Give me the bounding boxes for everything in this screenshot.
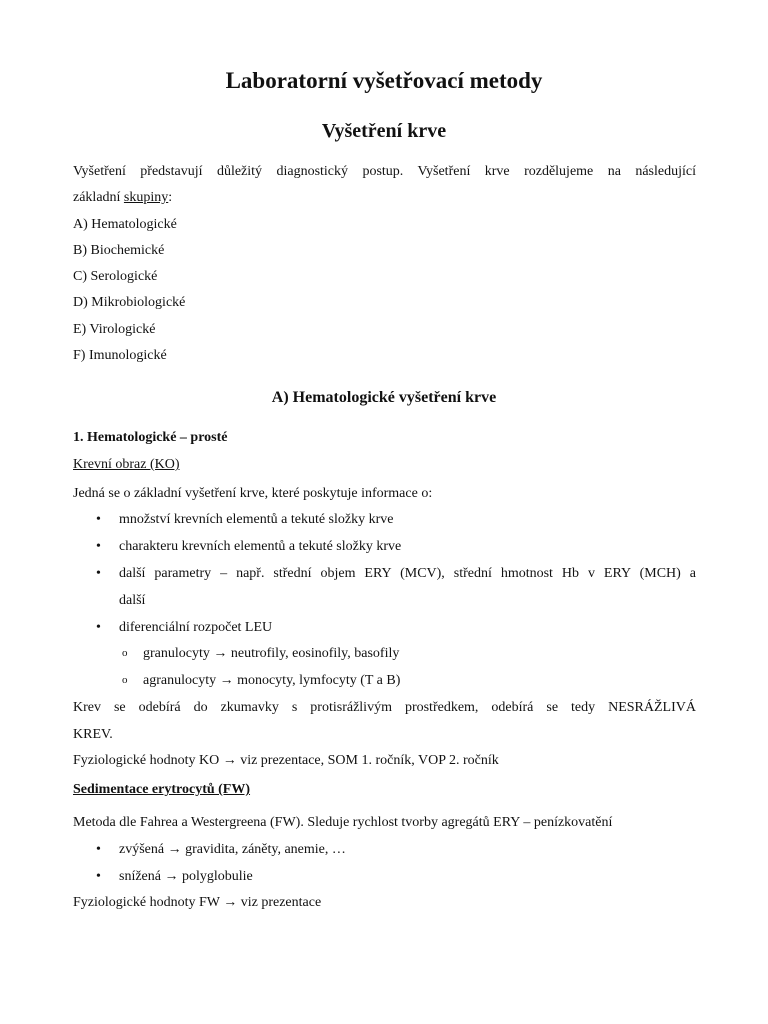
group-item: D) Mikrobiologické (73, 295, 186, 310)
bullet-marker: • (96, 512, 101, 527)
fw-heading: Sedimentace erytrocytů (FW) (73, 782, 251, 797)
ko-heading: Krevní obraz (KO) (73, 457, 180, 472)
intro-line-1: Vyšetření představují důležitý diagnostický postup. Vyšetření krve rozdělujeme na následující (73, 164, 696, 179)
intro-line-2-pre: základní (73, 190, 124, 205)
ko-intro: Jedná se o základní vyšetření krve, které poskytuje informace o: (73, 486, 433, 501)
fw-intro: Metoda dle Fahrea a Westergreena (FW). Sleduje rychlost tvorby agregátů ERY – penízkovatění (73, 815, 613, 830)
fw-bullet: zvýšená → gravidita, záněty, anemie, … (119, 842, 346, 857)
section-heading-hematology: A) Hematologické vyšetření krve (271, 389, 497, 406)
intro-line-2 (73, 190, 172, 206)
bullet-marker: • (96, 620, 101, 635)
sub-bullet-marker: o (122, 647, 128, 659)
ko-bullet: další parametry – např. střední objem ERY (MCV), střední hmotnost Hb v ERY (MCH) a (119, 566, 696, 581)
blood-collection-line-2: KREV. (73, 727, 113, 742)
ko-bullet-continuation: další (119, 593, 146, 608)
groups-link: skupiny (123, 190, 169, 205)
group-item: A) Hematologické (73, 217, 177, 232)
ko-bullet: charakteru krevních elementů a tekuté složky krve (119, 539, 402, 554)
ko-normal-values: Fyziologické hodnoty KO → viz prezentace, SOM 1. ročník, VOP 2. ročník (73, 753, 499, 768)
subsection-heading: 1. Hematologické – prosté (73, 430, 228, 445)
bullet-marker: • (96, 566, 101, 581)
fw-normal-values: Fyziologické hodnoty FW → viz prezentace (73, 895, 322, 910)
bullet-marker: • (96, 842, 101, 857)
page-title: Laboratorní vyšetřovací metody (225, 68, 543, 93)
group-item: F) Imunologické (73, 348, 167, 363)
ko-sub-bullet: agranulocyty → monocyty, lymfocyty (T a B) (143, 673, 401, 688)
bullet-marker: • (96, 869, 101, 884)
blood-collection-line-1: Krev se odebírá do zkumavky s protisrážlivým prostředkem, odebírá se tedy NESRÁŽLIVÁ (73, 700, 696, 715)
fw-bullet: snížená → polyglobulie (119, 869, 253, 884)
ko-bullet: množství krevních elementů a tekuté složky krve (119, 512, 394, 527)
group-item: E) Virologické (73, 322, 156, 337)
intro-line-2-post: : (168, 190, 173, 205)
ko-sub-bullet: granulocyty → neutrofily, eosinofily, basofily (143, 646, 400, 661)
bullet-marker: • (96, 539, 101, 554)
ko-bullet: diferenciální rozpočet LEU (119, 620, 273, 635)
page-subtitle: Vyšetření krve (321, 120, 447, 142)
sub-bullet-marker: o (122, 674, 128, 686)
group-item: C) Serologické (73, 269, 158, 284)
group-item: B) Biochemické (73, 243, 165, 258)
